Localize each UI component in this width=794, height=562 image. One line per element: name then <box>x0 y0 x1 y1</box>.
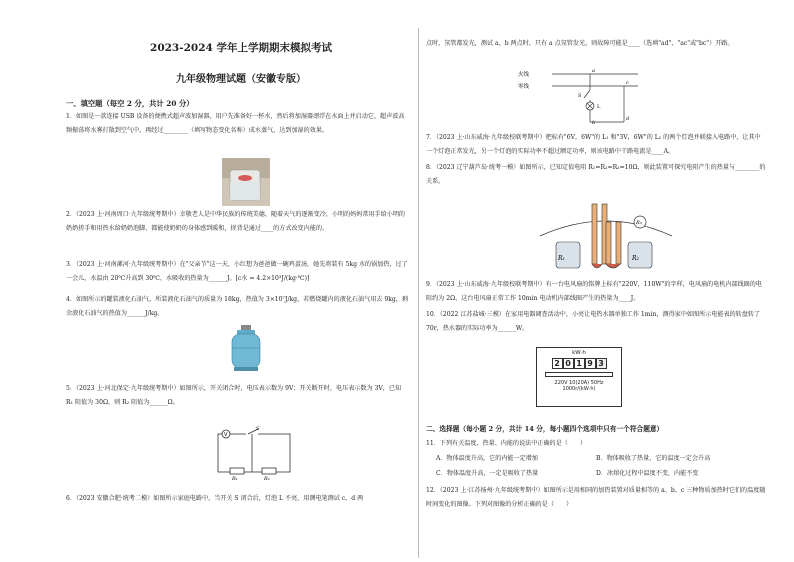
gas-cylinder-image <box>228 324 264 372</box>
r1-label: R₁ <box>232 476 238 482</box>
meter-digits <box>537 358 621 369</box>
question-11: 11．下列有关温度、热量、内能的说法中正确的是（ ） <box>426 440 587 447</box>
r2-heater-label: R₂ <box>632 255 639 262</box>
meter-unit-label: kW·h <box>572 350 586 356</box>
r1-heater-label: R₁ <box>558 255 565 262</box>
meter-digit: 2 <box>552 358 563 369</box>
meter-disc-window <box>545 372 613 377</box>
exam-title: 2023-2024 学年上学期期末模拟考试 <box>150 42 332 54</box>
point-b-label: b <box>592 120 596 126</box>
question-12: 12．（2023 上·江苏扬州·九年级统考期中）如图所示是用相同的加热装置对质量相等的 a、b、c 三种物质加热时它们的温度随时间变化的图像。下列对图像的分析正确的是（ ） <box>426 487 766 508</box>
humidifier-photo <box>222 158 270 206</box>
section2-heading: 二、选择题（每小题 2 分，共计 14 分，每小题四个选项中只有一个符合题意） <box>426 425 664 433</box>
point-d-label: d <box>626 116 630 122</box>
question-7: 7．（2023 上·山东威海·九年级校联考期中）把标有"6V，6W"的 L₁ 和"3V，6W"的 L₂ 的两个灯泡并联接入电路中，让其中一个灯泡正常发光，另一个灯泡的实际功率不超过额定功率，则该电路中干路电流是____A。 <box>426 134 761 155</box>
lamp-l-label: L <box>597 104 601 110</box>
household-circuit-diagram <box>518 66 638 128</box>
question-6-continued: 点时，氖管都发光，测试 a、b 两点时，只有 a 点氖管发光，则故障可能是____（选填"ad"、"ac"或"bc"）开路。 <box>426 40 734 47</box>
option-11-c: C．物体温度升高，一定是吸收了热量 <box>436 470 539 477</box>
question-6: 6．（2023 安徽合肥·统考二模）如图所示家庭电路中，当开关 S 闭合后，灯泡 L 不亮，用测电笔测试 c、d 两 <box>66 495 364 502</box>
switch-label: S <box>256 426 260 432</box>
question-3: 3．（2023 上·河南漯河·九年级统考期中）在"父亲节"这一天，小红想为爸爸做一碗鸡蛋汤，她先将装有 5kg 水的锅加热，过了一会儿，水温由 20℃升高到 30℃，水吸收的热量为______J。[c水 = 4.2×10³J/(kg·℃)] <box>66 261 408 282</box>
neutral-line-label: 零线 <box>518 84 530 90</box>
r3-label: R₃ <box>636 220 642 226</box>
meter-digit: 1 <box>574 358 585 369</box>
option-11-d: D．冰熔化过程中温度不变，内能不变 <box>596 470 699 477</box>
question-5: 5．（2023 上·河北保定·九年级统考期中）如图所示，开关闭合时，电压表示数为 9V；开关断开时，电压表示数为 3V，已知 R₁ 阻值为 30Ω，则 R₂ 阻值为______Ω。 <box>66 385 402 406</box>
energy-meter <box>536 347 622 407</box>
point-c-label: c <box>626 80 629 86</box>
meter-digit: 3 <box>596 358 607 369</box>
series-circuit-diagram <box>212 426 296 482</box>
voltmeter-label: V <box>224 432 228 438</box>
point-a-label: a <box>592 68 595 74</box>
option-11-b: B．物体吸收了热量，它的温度一定会升高 <box>596 455 711 462</box>
switch-s-label: S <box>578 93 582 99</box>
meter-rate-label: 1000r/(kW·h) <box>562 386 596 392</box>
meter-digit: 0 <box>563 358 574 369</box>
right-column <box>426 0 766 562</box>
question-4: 4．如图所示的罐装液化石油气，所装液化石油气的质量为 18kg，热值为 3×10⁷J/kg，若燃烧罐内的液化石油气用去 9kg，剩余液化石油气的热值为______J/kg。 <box>66 296 408 317</box>
question-10: 10．（2022 江苏盐城·三模）在家用电器调查活动中，小亮让电热水器单独工作 1min，测得家中如图所示电能表的转盘转了 70r，热水器的实际功率为______W。 <box>426 311 761 332</box>
meter-spec-label: 220V 10(20A) 50Hz <box>554 380 604 386</box>
left-column <box>66 0 410 562</box>
joule-heating-apparatus <box>536 196 676 278</box>
question-9: 9．（2023 上·山东威海·九年级校联考期中）有一台电风扇的铭牌上标有"220V，110W"的字样，电风扇的电机内部线圈的电阻约为 2Ω，这台电风扇正常工作 10min 电动机内部线圈产生的热量为____J。 <box>426 281 762 302</box>
question-1: 1．如图是一款连接 USB 设备的便携式超声波加湿器，用户先准备好一杯水，然后将加湿器漂浮在水面上并启动它，超声波高频振荡将水雾打散到空气中，再经过________（填写物态变化名称）成水蒸气，达到加湿的效果。 <box>66 113 405 134</box>
question-2: 2．（2023 上·河南周口·九年级统考期中）幸敬老人是中华民族的传统美德，随着天气的逐渐变冷，小明的妈妈常用手给小明的奶奶搓手和用热水给奶奶泡脚，都能使奶奶的身体感到暖和，搓背是通过____的方式改变内能的。 <box>66 211 406 232</box>
exam-subtitle: 九年级物理试题（安徽专版） <box>176 74 306 85</box>
fire-line-label: 火线 <box>518 72 530 78</box>
column-divider <box>418 28 419 558</box>
section1-heading: 一、填空题（每空 2 分，共计 20 分） <box>66 99 194 108</box>
meter-digit: 9 <box>585 358 596 369</box>
r2-label: R₂ <box>264 476 270 482</box>
question-8: 8．（2023 辽宁葫芦岛·统考一模）如图所示，已知定值电阻 R₁=R₂=R₃=10Ω，则此装置可探究电阻产生的热量与________的关系。 <box>426 164 766 185</box>
option-11-a: A．物体温度升高，它的内能一定增加 <box>436 455 538 462</box>
